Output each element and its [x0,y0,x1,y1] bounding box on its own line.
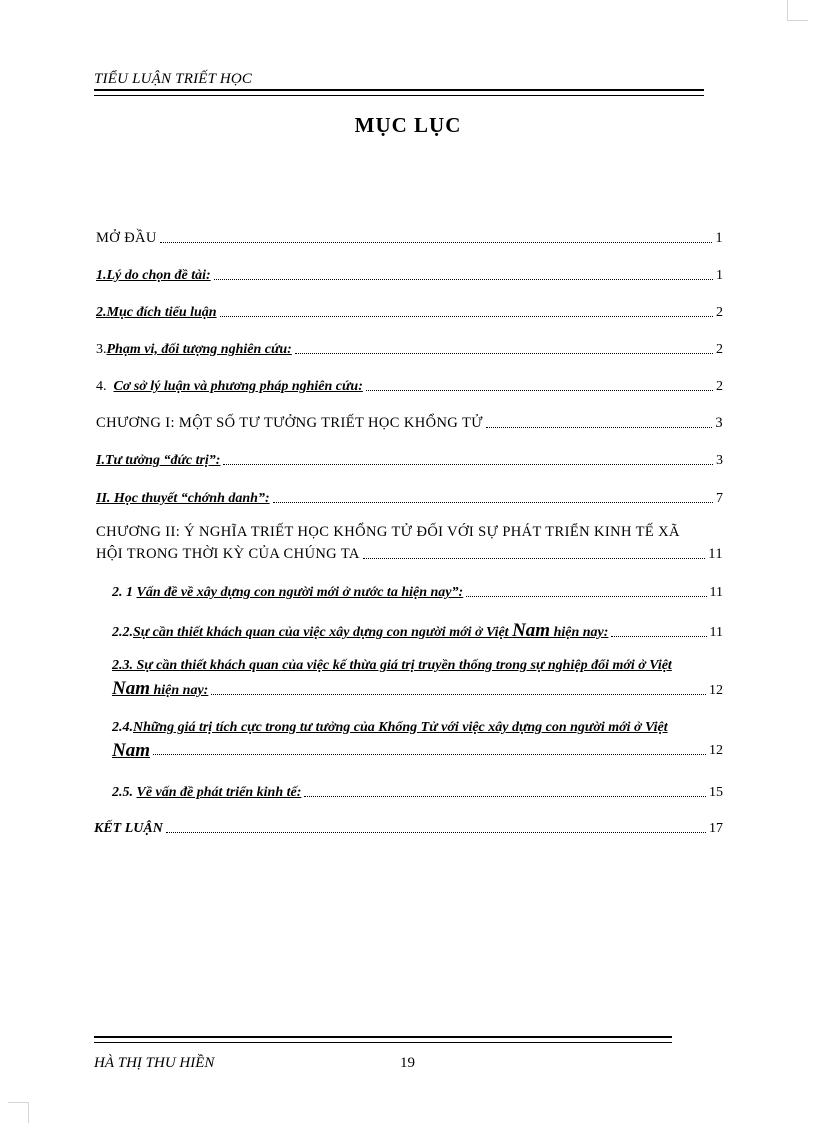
toc-entry-2-1[interactable] [112,584,723,601]
toc-entry-pham-vi[interactable] [96,341,723,358]
toc-entry-number: 4. [96,379,107,394]
toc-entry-text-line1: Những giá trị tích cực trong tư tưởng của Khổng Tử với việc xây dựng con người mới ở Việt [133,720,668,735]
toc-page-number: 12 [709,743,723,758]
footer-page-number: 19 [400,1055,415,1071]
toc-entry-text: Học thuyết “chớnh danh”: [110,491,270,506]
toc-entry-text: Nam [112,740,150,761]
toc-page-number: 11 [708,546,723,562]
page-corner-mark [8,1102,29,1123]
toc-entry-muc-dich[interactable] [96,304,723,321]
toc-page-number: 11 [709,585,723,600]
dot-leader [223,464,713,465]
toc-page-number: 2 [716,305,723,320]
toc-page-number: 1 [715,230,723,246]
page-header [94,70,704,88]
toc-entry-text: Tư tưởng “đức trị”: [104,453,221,468]
toc-page-number: 7 [716,491,723,506]
toc-page-number: 2 [716,379,723,394]
toc-entry-text-line1: 2.3. Sự cần thiết khách quan của việc kế thừa giá trị truyền thống trong sự nghiệp đổi mới ở Việt [112,658,672,673]
toc-entry-text: Phạm vi, đối tượng nghiên cứu: [106,342,292,357]
toc-entry-number: II. [96,491,111,506]
dot-leader [166,832,706,833]
dot-leader [366,390,713,391]
toc-page-number: 3 [715,415,723,431]
dot-leader [214,279,713,280]
toc-entry-text-line1: CHƯƠNG II: Ý NGHĨA TRIẾT HỌC KHỔNG TỬ ĐỐI VỚI SỰ PHÁT TRIỂN KINH TẾ XÃ [96,524,680,540]
toc-entry-number: 2.4. [112,720,133,735]
toc-entry-hoc-thuyet[interactable] [96,490,723,507]
footer-author: HÀ THỊ THU HIỀN [94,1055,215,1071]
toc-page-number: 2 [716,342,723,357]
toc-entry-text: 1.Lý do chọn đề tài: [96,268,211,283]
toc-entry-text: Sự cần thiết khách quan của việc xây dựng con người mới ở Việt [133,625,513,640]
toc-entry-2-5[interactable] [112,784,723,801]
dot-leader [363,558,705,559]
toc-entry-text: KẾT LUẬN [94,821,163,836]
toc-entry-2-2[interactable] [112,622,723,641]
toc-entry-2-4[interactable] [112,720,723,761]
dot-leader [295,353,713,354]
toc-entry-text: MỞ ĐẦU [96,230,157,246]
toc-entry-number: 2. 1 [112,585,137,600]
page-corner-mark [787,0,808,21]
toc-page-number: 3 [716,453,723,468]
dot-leader [211,694,706,695]
dot-leader [160,242,713,243]
toc-entry-co-so[interactable] [96,378,723,395]
toc-page-number: 15 [709,785,723,800]
dot-leader [304,796,706,797]
toc-entry-mo-dau[interactable] [96,230,723,247]
toc-page-number: 11 [709,625,723,640]
toc-entry-text: Vấn đề về xây dựng con người mới ở nước ta hiện nay”: [136,585,464,600]
toc-entry-text: CHƯƠNG I: MỘT SỐ TƯ TƯỞNG TRIẾT HỌC KHỔNG TỬ [96,415,483,431]
footer-double-rule [94,1036,672,1043]
toc-entry-text: hiện nay: [550,625,609,640]
toc-entry-chuong-2[interactable] [96,524,723,562]
toc-page-number: 1 [716,268,723,283]
header-title: TIỂU LUẬN TRIẾT HỌC [94,71,253,87]
toc-entry-text-line2: hiện nay: [150,683,209,698]
toc-entry-text: Về vấn đề phát triển kinh tế: [136,785,302,800]
dot-leader [273,502,713,503]
toc-entry-chuong-1[interactable] [96,415,723,432]
toc-page-number: 12 [709,683,723,698]
toc-entry-number: I. [96,453,105,468]
toc-entry-text: Nam [112,678,150,699]
toc-entry-text: Nam [512,620,551,641]
toc-entry-2-3[interactable] [112,658,723,699]
dot-leader [466,596,706,597]
toc-entry-ket-luan[interactable] [94,820,723,837]
toc-entry-text-line2: HỘI TRONG THỜI KỲ CỦA CHÚNG TA [96,546,360,562]
toc-entry-number: 2.5. [112,785,137,800]
toc-entry-text: 2.Mục đích tiểu luận [96,305,217,320]
toc-entry-tu-tuong[interactable] [96,452,723,469]
toc-entry-ly-do[interactable] [96,267,723,284]
toc-entry-number: 2.2. [112,625,133,640]
toc-title: MỤC LỤC [354,113,462,137]
dot-leader [153,754,706,755]
toc-entry-text: Cơ sở lý luận và phương pháp nghiên cứu: [113,379,363,394]
dot-leader [220,316,713,317]
dot-leader [611,636,706,637]
dot-leader [486,427,712,428]
toc-entry-number: 3. [96,342,107,357]
toc-page-number: 17 [709,821,723,836]
header-double-rule [94,89,704,96]
